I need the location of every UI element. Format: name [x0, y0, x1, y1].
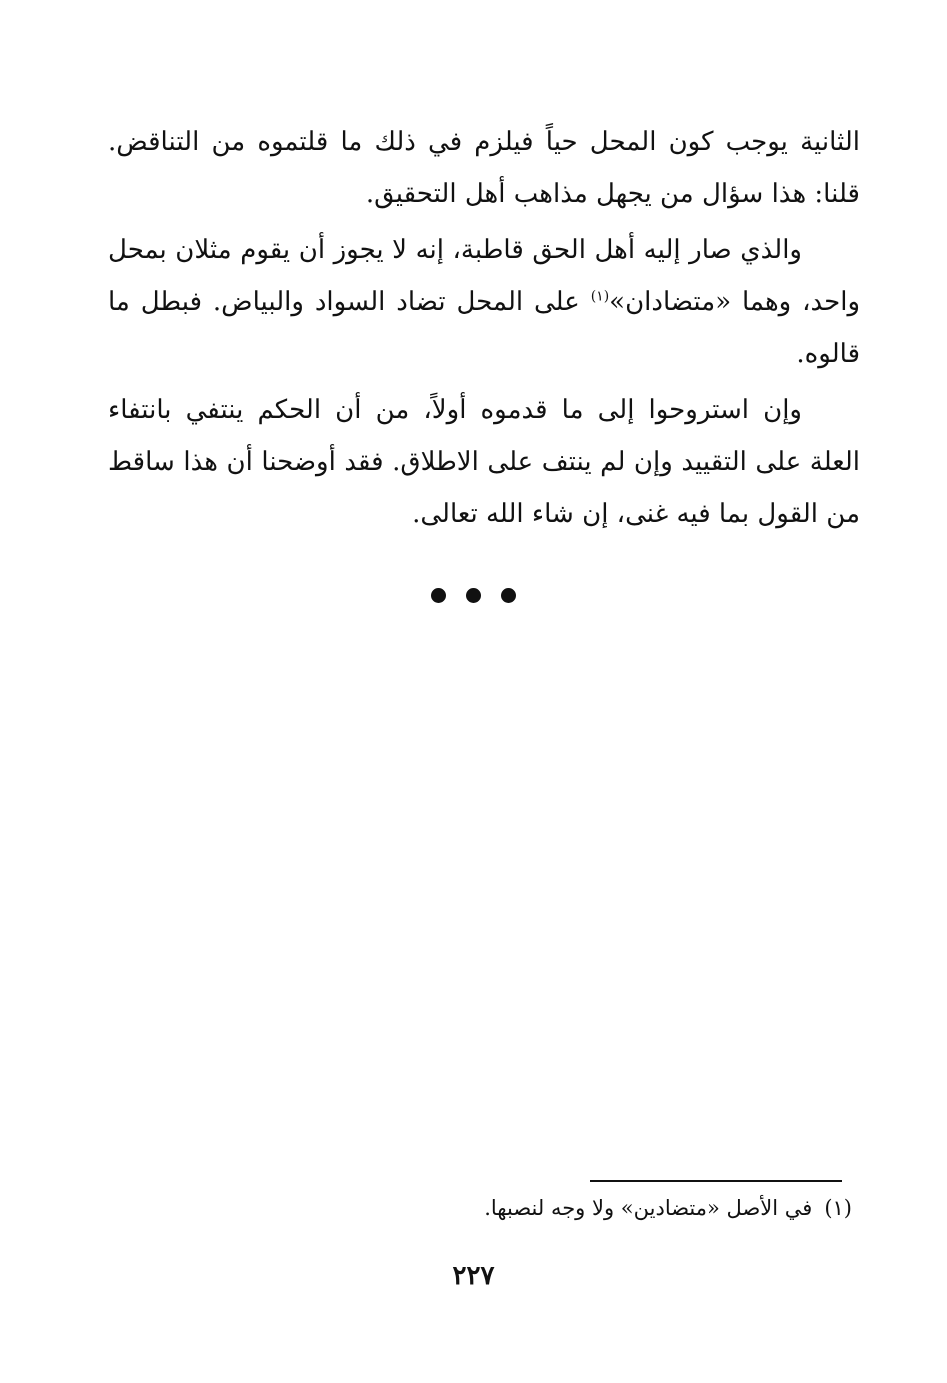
separator-dot-icon	[466, 588, 481, 603]
paragraph-1-text: الثانية يوجب كون المحل حياً فيلزم في ذلك ما قلتموه من التناقض. قلنا: هذا سؤال من يجهل مذاهب أهل التحقيق.	[108, 127, 860, 209]
footnote-text: في الأصل «متضادين» ولا وجه لنصبها.	[484, 1196, 813, 1220]
separator-dot-icon	[431, 588, 446, 603]
footnote-number: (١)	[824, 1196, 852, 1220]
paragraph-1	[108, 116, 860, 220]
footnote-reference: (١)	[590, 288, 610, 305]
page-number: ٢٢٧	[452, 1261, 495, 1291]
paragraph-2	[108, 224, 860, 380]
section-separator	[0, 588, 947, 603]
paragraph-2-text-after: على المحل تضاد السواد والبياض. فبطل ما قالوه.	[108, 287, 860, 369]
paragraph-3-text: وإن استروحوا إلى ما قدموه أولاً، من أن الحكم ينتفي بانتفاء العلة على التقييد وإن لم ينتف على الاطلاق. فقد أوضحنا أن هذا ساقط من القول بما فيه غنى، إن شاء الله تعالى.	[108, 395, 860, 529]
footnote-divider	[590, 1180, 842, 1182]
separator-dot-icon	[501, 588, 516, 603]
paragraph-3	[108, 384, 860, 540]
paragraph-2-text-before: والذي صار إليه أهل الحق قاطبة، إنه لا يجوز أن يقوم مثلان بمحل واحد، وهما «متضادان»	[108, 235, 860, 317]
main-text	[108, 116, 860, 544]
footnote	[300, 1190, 852, 1226]
